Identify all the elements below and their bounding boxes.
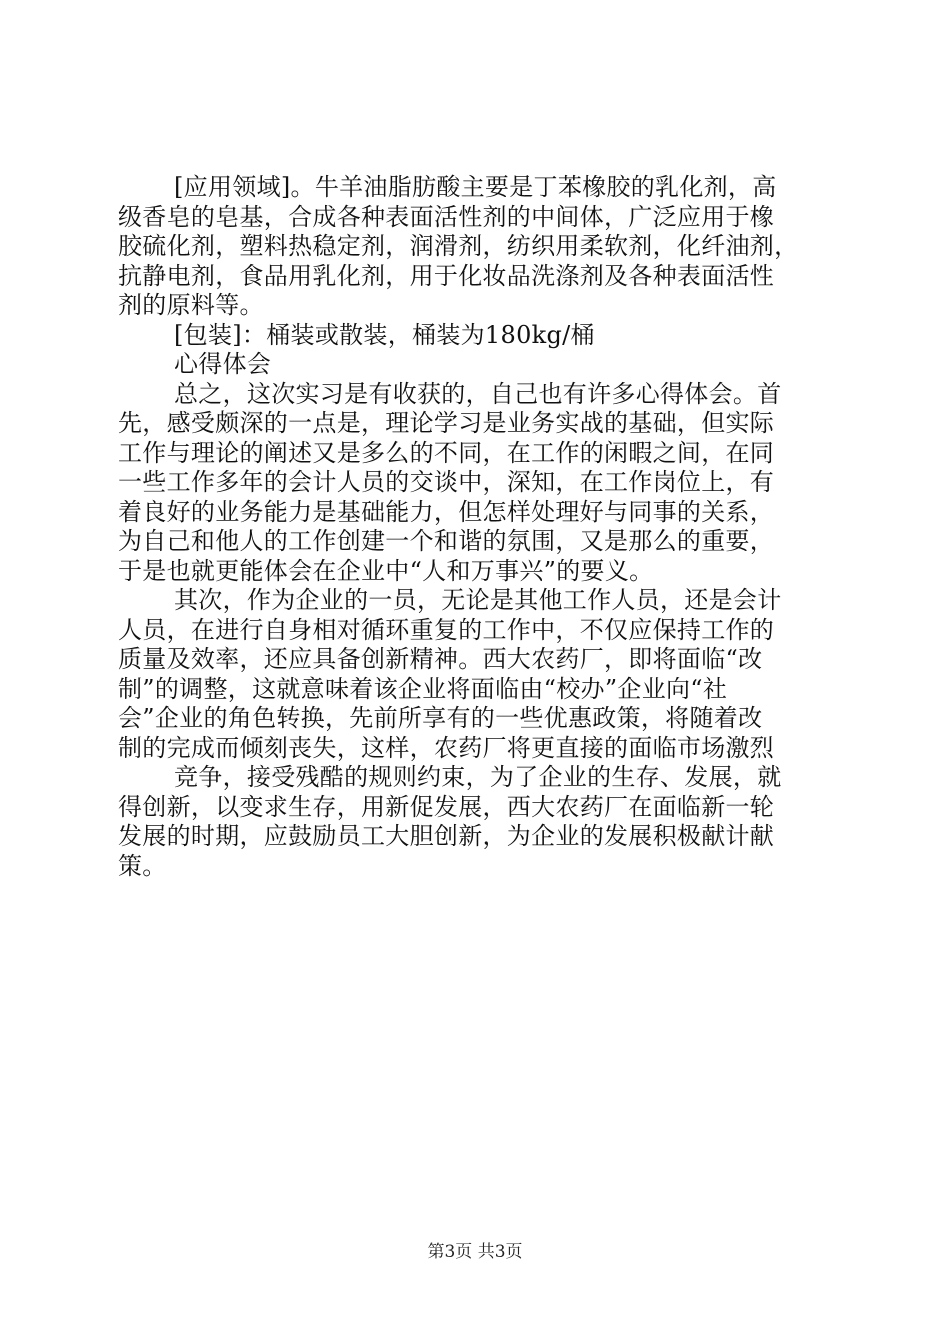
text-line: 抗静电剂，食品用乳化剂，用于化妆品洗涤剂及各种表面活性 (118, 261, 775, 290)
text-line: 制”的调整，这就意味着该企业将面临由“校办”企业向“社 (118, 674, 728, 703)
text-line: 制的完成而倾刻丧失，这样，农药厂将更直接的面临市场激烈 (118, 733, 775, 762)
text-line: 质量及效率，还应具备创新精神。西大农药厂，即将面临“改 (118, 645, 763, 673)
text-line: 一些工作多年的会计人员的交谈中，深知，在工作岗位上，有 (118, 468, 775, 496)
text-line: 其次，作为企业的一员，无论是其他工作人员，还是会计 (174, 586, 782, 614)
text-line: 竞争，接受残酷的规则约束，为了企业的生存、发展，就 (174, 763, 782, 791)
heading-line: 心得体会 (174, 350, 272, 378)
paragraph-innovation (118, 586, 838, 763)
text-line: 为自己和他人的工作创建一个和谐的氛围，又是那么的重要， (118, 527, 775, 555)
text-line: 总之，这次实习是有收获的，自己也有许多心得体会。首 (174, 379, 782, 408)
text-line: 工作与理论的阐述又是多么的不同，在工作的闲暇之间，在同 (118, 438, 775, 467)
section-heading (118, 350, 838, 380)
text-line: [应用领域]。牛羊油脂肪酸主要是丁苯橡胶的乳化剂，高 (174, 173, 777, 201)
text-line: 得创新，以变求生存，用新促发展，西大农药厂在面临新一轮 (118, 792, 775, 821)
text-line: 人员，在进行自身相对循环重复的工作中，不仅应保持工作的 (118, 615, 775, 644)
text-line: [包装]：桶装或散装，桶装为180kg/桶 (174, 320, 595, 349)
paragraph-application (118, 173, 838, 321)
text-line: 于是也就更能体会在企业中“人和万事兴”的要义。 (118, 556, 654, 585)
paragraph-competition (118, 763, 838, 881)
text-line: 先，感受颇深的一点是，理论学习是业务实战的基础，但实际 (118, 409, 775, 437)
text-line: 会”企业的角色转换，先前所享有的一些优惠政策，将随着改 (118, 704, 763, 732)
document-body (118, 173, 838, 881)
text-line: 着良好的业务能力是基础能力，但怎样处理好与同事的关系， (118, 497, 775, 526)
text-line: 策。 (118, 851, 167, 880)
paragraph-summary (118, 380, 838, 587)
text-line: 发展的时期，应鼓励员工大胆创新，为企业的发展积极献计献 (118, 822, 775, 850)
paragraph-packaging (118, 321, 838, 351)
page-footer: 第3页 共3页 (427, 1242, 523, 1262)
text-line: 级香皂的皂基，合成各种表面活性剂的中间体，广泛应用于橡 (118, 202, 775, 231)
text-line: 胶硫化剂，塑料热稳定剂，润滑剂，纺织用柔软剂，化纤油剂， (118, 232, 799, 260)
text-line: 剂的原料等。 (118, 291, 264, 319)
